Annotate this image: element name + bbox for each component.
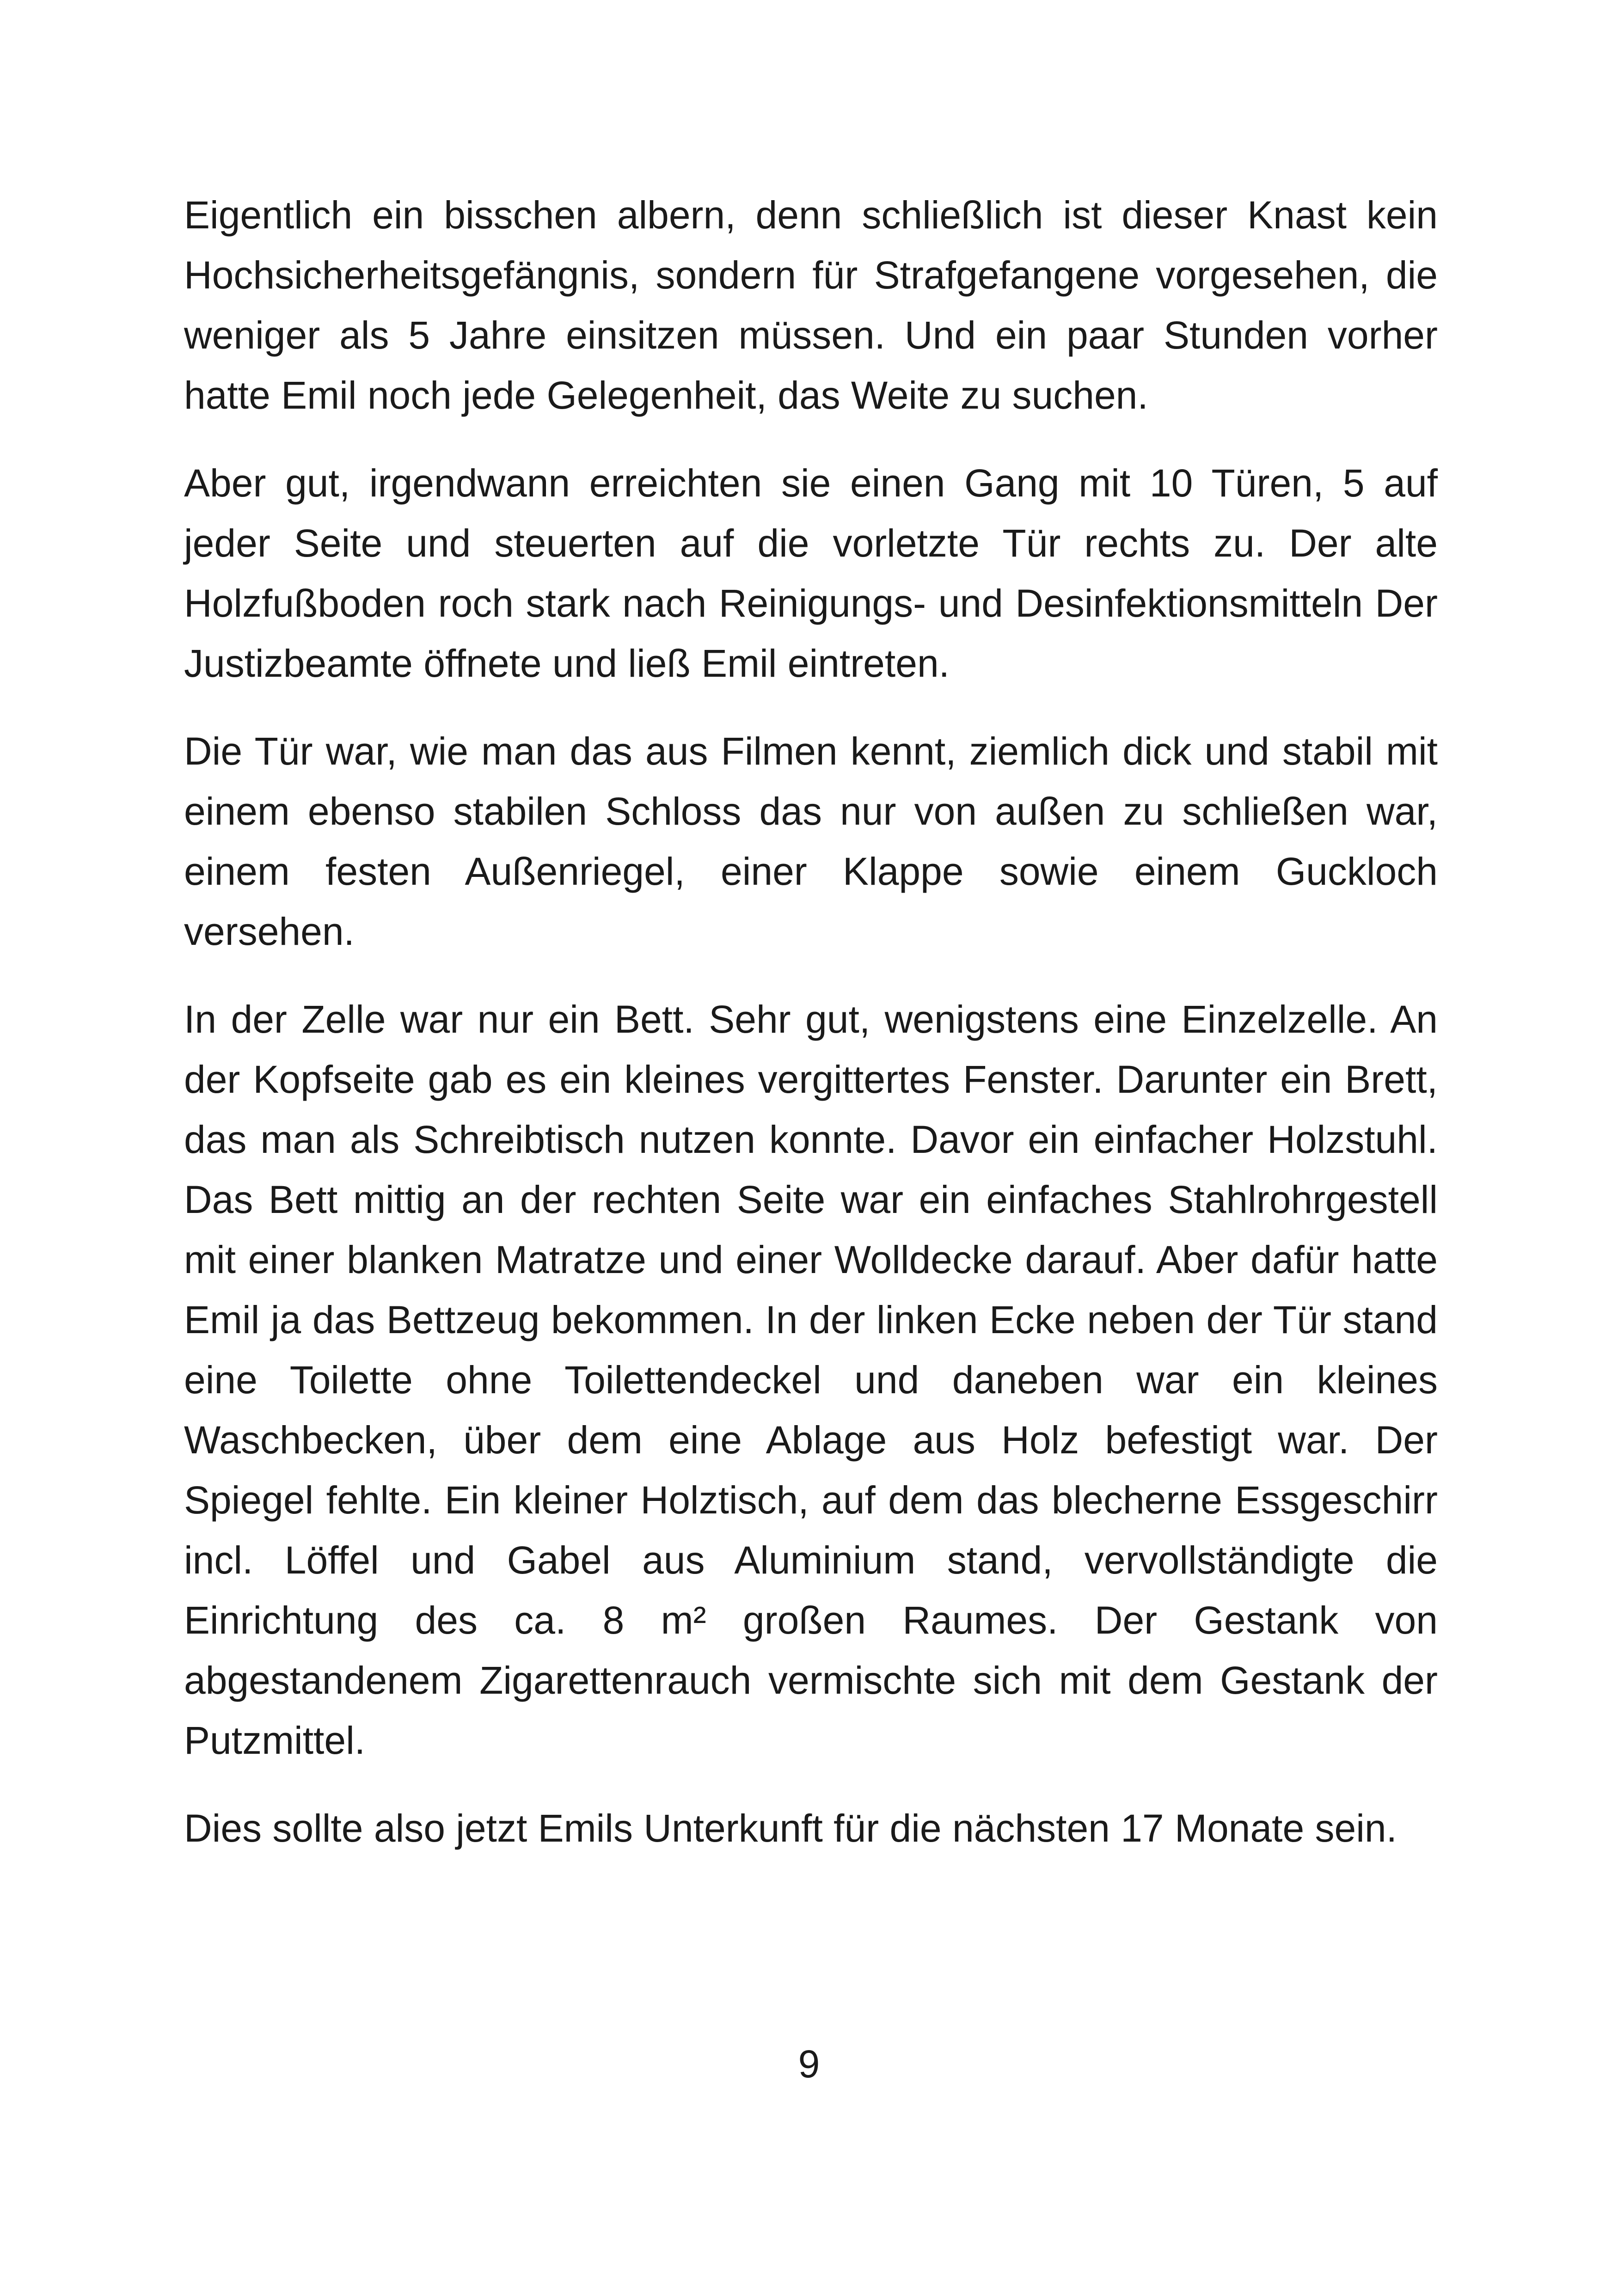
paragraph-2: Aber gut, irgendwann erreichten sie einen Gang mit 10 Türen, 5 auf jeder Seite und steuerten auf die vorletzte Tür rechts zu. Der alte Holzfußboden roch stark nach Reinigungs- und Desinfektionsmitteln Der Justizbeamte öffnete und ließ Emil eintreten.	[184, 461, 1438, 685]
page-number: 9	[798, 2042, 820, 2086]
paragraph-4: In der Zelle war nur ein Bett. Sehr gut, wenigstens eine Einzelzelle. An der Kopfseite gab es ein kleines vergittertes Fenster. Darunter ein Brett, das man als Schreibtisch nutzen konnte. Davor ein einfacher Holzstuhl. Das Bett mittig an der rechten Seite war ein einfaches Stahlrohrgestell mit einer blanken Matratze und einer Wolldecke darauf. Aber dafür hatte Emil ja das Bettzeug bekommen. In der linken Ecke neben der Tür stand eine Toilette ohne Toilettendeckel und daneben war ein kleines Waschbecken, über dem eine Ablage aus Holz befestigt war. Der Spiegel fehlte. Ein kleiner Holztisch, auf dem das blecherne Essgeschirr incl. Löffel und Gabel aus Aluminium stand, vervollständigte die Einrichtung des ca. 8 m² großen Raumes. Der Gestank von abgestandenem Zigarettenrauch vermischte sich mit dem Gestank der Putzmittel.	[184, 998, 1438, 1762]
paragraph-3: Die Tür war, wie man das aus Filmen kennt, ziemlich dick und stabil mit einem ebenso stabilen Schloss das nur von außen zu schließen war, einem festen Außenriegel, einer Klappe sowie einem Guckloch versehen.	[184, 729, 1438, 953]
paragraph-5: Dies sollte also jetzt Emils Unterkunft für die nächsten 17 Monate sein.	[184, 1806, 1397, 1850]
body-text	[184, 185, 1438, 1886]
paragraph-1: Eigentlich ein bisschen albern, denn schließlich ist dieser Knast kein Hochsicherheitsgefängnis, sondern für Strafgefangene vorgesehen, die weniger als 5 Jahre einsitzen müssen. Und ein paar Stunden vorher hatte Emil noch jede Gelegenheit, das Weite zu suchen.	[184, 193, 1438, 417]
